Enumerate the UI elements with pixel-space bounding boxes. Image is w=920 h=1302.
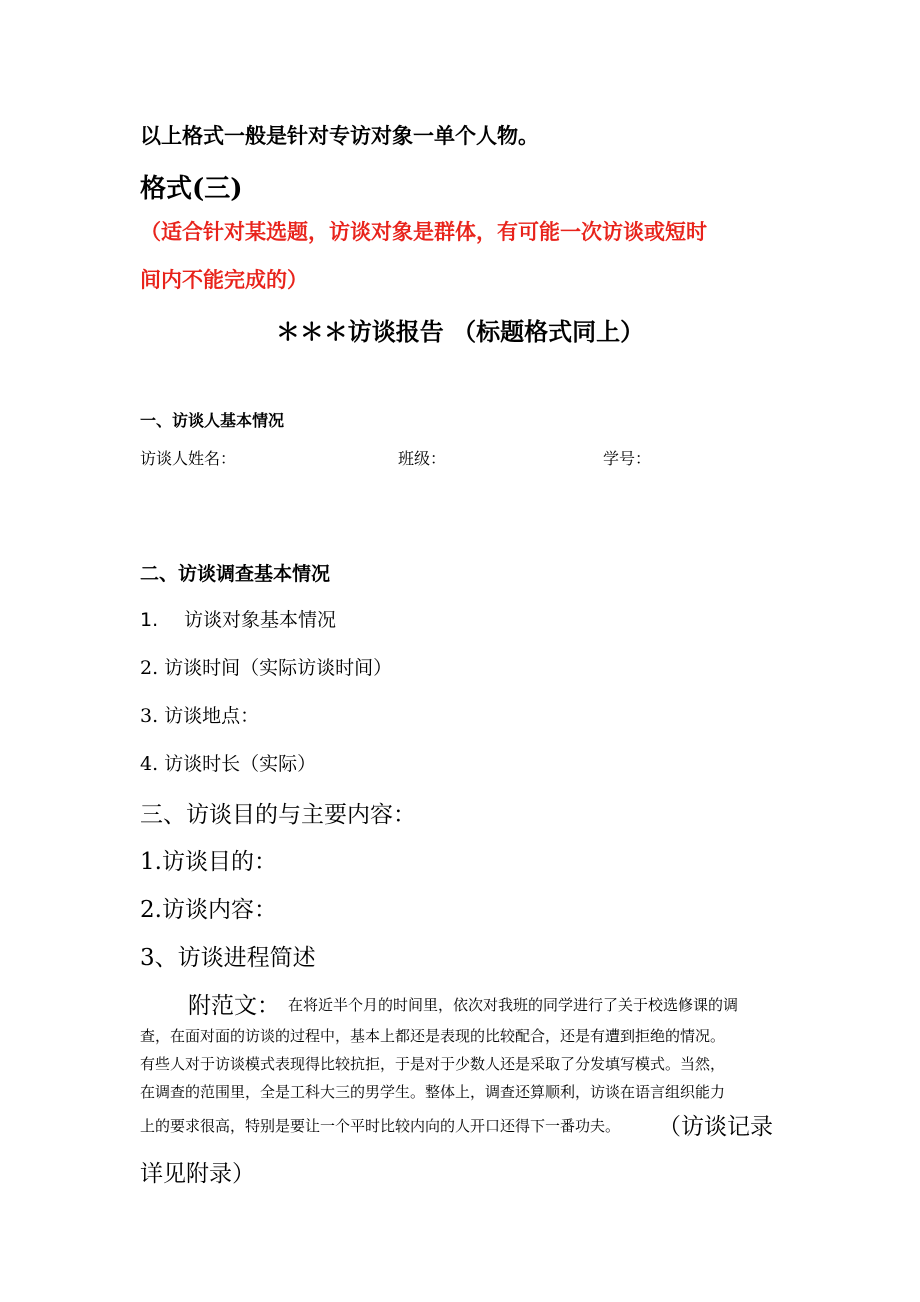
scope-note-line-1: （适合针对某选题，访谈对象是群体，有可能一次访谈或短时 [140,219,707,244]
sample-text-line: 有些人对于访谈模式表现得比较抗拒，于是对于少数人还是采取了分发填写模式。当然， [140,1055,726,1073]
section-2-item-3: 3. 访谈地点： [140,705,260,727]
section-2-item-4: 4. 访谈时长（实际） [140,753,317,775]
intro-line: 以上格式一般是针对专访对象一单个人物。 [140,123,539,148]
section-2-item-1 [140,605,336,632]
sample-label: 附范文： [188,993,280,1019]
sample-text-line: 查，在面对面的访谈的过程中，基本上都还是表现的比较配合，还是有遭到拒绝的情况。 [140,1027,726,1045]
class-label: 班级： [398,449,447,468]
sample-text-line: 在调查的范围里，全是工科大三的男学生。整体上，调查还算顺利，访谈在语言组织能力 [140,1083,726,1101]
student-id-label: 学号： [603,449,652,468]
section-3-item-2: 2.访谈内容： [140,897,277,923]
section-3-item-3: 3、访谈进程简述 [140,945,316,971]
section-1-heading: 一、访谈人基本情况 [140,411,285,430]
section-3-item-1: 1.访谈目的： [140,849,277,875]
section-2-heading: 二、访谈调查基本情况 [140,563,331,585]
scope-note-line-2: 间内不能完成的） [140,267,308,292]
sample-text-line: 上的要求很高，特别是要让一个平时比较内向的人开口还得下一番功夫。 [140,1117,621,1135]
appendix-note-end: 详见附录） [140,1161,255,1187]
appendix-note-start: （访谈记录 [658,1114,773,1140]
sample-text-line: 在将近半个月的时间里，依次对我班的同学进行了关于校选修课的调 [288,996,739,1014]
format-heading: 格式(三) [140,174,243,204]
interviewer-name-label: 访谈人姓名： [140,449,237,468]
report-title: ＊＊＊访谈报告 （标题格式同上） [275,317,645,346]
item-text: 访谈对象基本情况 [184,609,337,631]
section-2-item-2: 2. 访谈时间（实际访谈时间） [140,657,393,679]
item-number: 1. [140,609,159,631]
section-3-heading: 三、访谈目的与主要内容： [140,802,416,828]
